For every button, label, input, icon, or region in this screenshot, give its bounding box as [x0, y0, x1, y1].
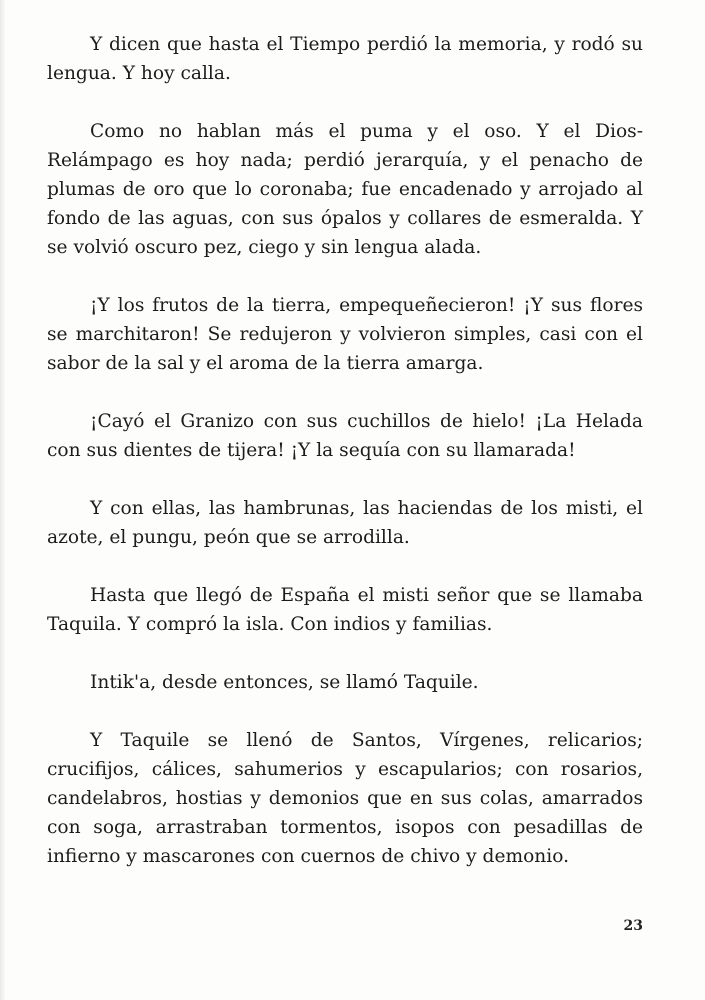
- paragraph-4: ¡Cayó el Granizo con sus cuchillos de hielo! ¡La Helada con sus dientes de tijera! ¡Y la sequía con su llamarada!: [47, 411, 643, 461]
- paragraph-5: Y con ellas, las hambrunas, las haciendas de los misti, el azote, el pungu, peón que se arrodilla.: [47, 498, 643, 548]
- paragraph-7: Intik'a, desde entonces, se llamó Taquile.: [90, 672, 479, 693]
- paragraph-1: Y dicen que hasta el Tiempo perdió la memoria, y rodó su lengua. Y hoy calla.: [47, 34, 643, 84]
- paragraph-3: ¡Y los frutos de la tierra, empequeñecieron! ¡Y sus flores se marchitaron! Se redujeron y volvieron simples, casi con el sabor de la sal y el aroma de la tierra amarga.: [47, 295, 643, 374]
- page-gutter-shadow: [0, 0, 6, 1000]
- paragraph-6: Hasta que llegó de España el misti señor que se llamaba Taquila. Y compró la isla. Con indios y familias.: [47, 585, 643, 635]
- page-number: 23: [623, 918, 643, 934]
- body-text: [47, 30, 643, 900]
- paragraph-8: Y Taquile se llenó de Santos, Vírgenes, relicarios; crucifijos, cálices, sahumerios y escapularios; con rosarios, candelabros, hostias y demonios que en sus colas, amarrados con soga, arrastraban tormentos, isopos con pesadillas de infierno y mascarones con cuernos de chivo y demonio.: [47, 730, 643, 867]
- paragraph-2: Como no hablan más el puma y el oso. Y el Dios-Relámpago es hoy nada; perdió jerarquía, y el penacho de plumas de oro que lo coronaba; fue encadenado y arrojado al fondo de las aguas, con sus ópalos y collares de esmeralda. Y se volvió oscuro pez, ciego y sin lengua alada.: [47, 121, 643, 258]
